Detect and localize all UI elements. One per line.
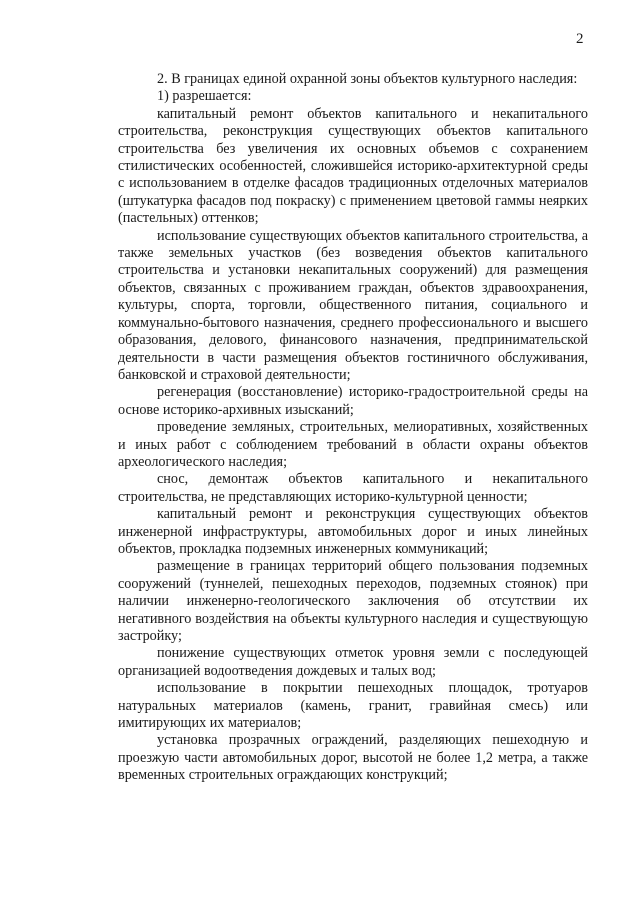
list-item-paving-materials: использование в покрытии пешеходных площадок, тротуаров натуральных материалов (камень, гранит, гравийная смесь) или имитирующих их материалов; (118, 680, 588, 732)
subsection-heading: 1) разрешается: (157, 88, 252, 105)
list-item-infrastructure-repair: капитальный ремонт и реконструкция существующих объектов инженерной инфраструктуры, автомобильных дорог и иных линейных объектов, прокладка подземных инженерных коммуникаций; (118, 506, 588, 557)
list-item-use-existing-objects: использование существующих объектов капитального строительства, а также земельных участков (без возведения объектов капитального строительства и установки некапитальных сооружений) для размещения объектов, связанных с проживанием граждан, объектов здравоохранения, культуры, спорта, торговли, общественного питания, социального и коммунально-бытового назначения, среднего профессионального и высшего образования, делового, финансового назначения, предпринимательской деятельности в части размещения объектов гостиничного обслуживания, банковской и страховой деятельности; (118, 227, 588, 383)
list-item-underground-structures: размещение в границах территорий общего пользования подземных сооружений (туннелей, пешеходных переходов, подземных стоянок) при наличии инженерно-геологического заключения об отсутствии их негативного воздействия на объекты культурного наследия и существующую застройку; (118, 558, 588, 644)
list-item-ground-level-lowering: понижение существующих отметок уровня земли с последующей организацией водоотведения дождевых и талых вод; (118, 645, 588, 679)
section-heading: 2. В границах единой охранной зоны объектов культурного наследия: (157, 71, 578, 87)
list-item-earthworks: проведение земляных, строительных, мелиоративных, хозяйственных и иных работ с соблюдением требований в области охраны объектов археологического наследия; (118, 419, 588, 470)
page-number: 2 (576, 31, 584, 47)
list-item-regeneration: регенерация (восстановление) историко-градостроительной среды на основе историко-архивных изысканий; (118, 384, 588, 418)
list-item-demolition: снос, демонтаж объектов капитального и некапитального строительства, не представляющих историко-культурной ценности; (118, 471, 588, 505)
list-item-fencing: установка прозрачных ограждений, разделяющих пешеходную и проезжую части автомобильных дорог, высотой не более 1,2 метра, а также временных строительных ограждающих конструкций; (118, 732, 588, 784)
document-body (118, 71, 588, 785)
list-item-capital-repair: капитальный ремонт объектов капитального и некапитального строительства, реконструкция существующих объектов капитального строительства без увеличения их основных объемов с сохранением стилистических особенностей, сложившейся историко-архитектурной среды с использованием в отделке фасадов традиционных отделочных материалов (штукатурка фасадов под покраску) с применением цветовой гаммы неярких (пастельных) оттенков; (118, 105, 588, 227)
